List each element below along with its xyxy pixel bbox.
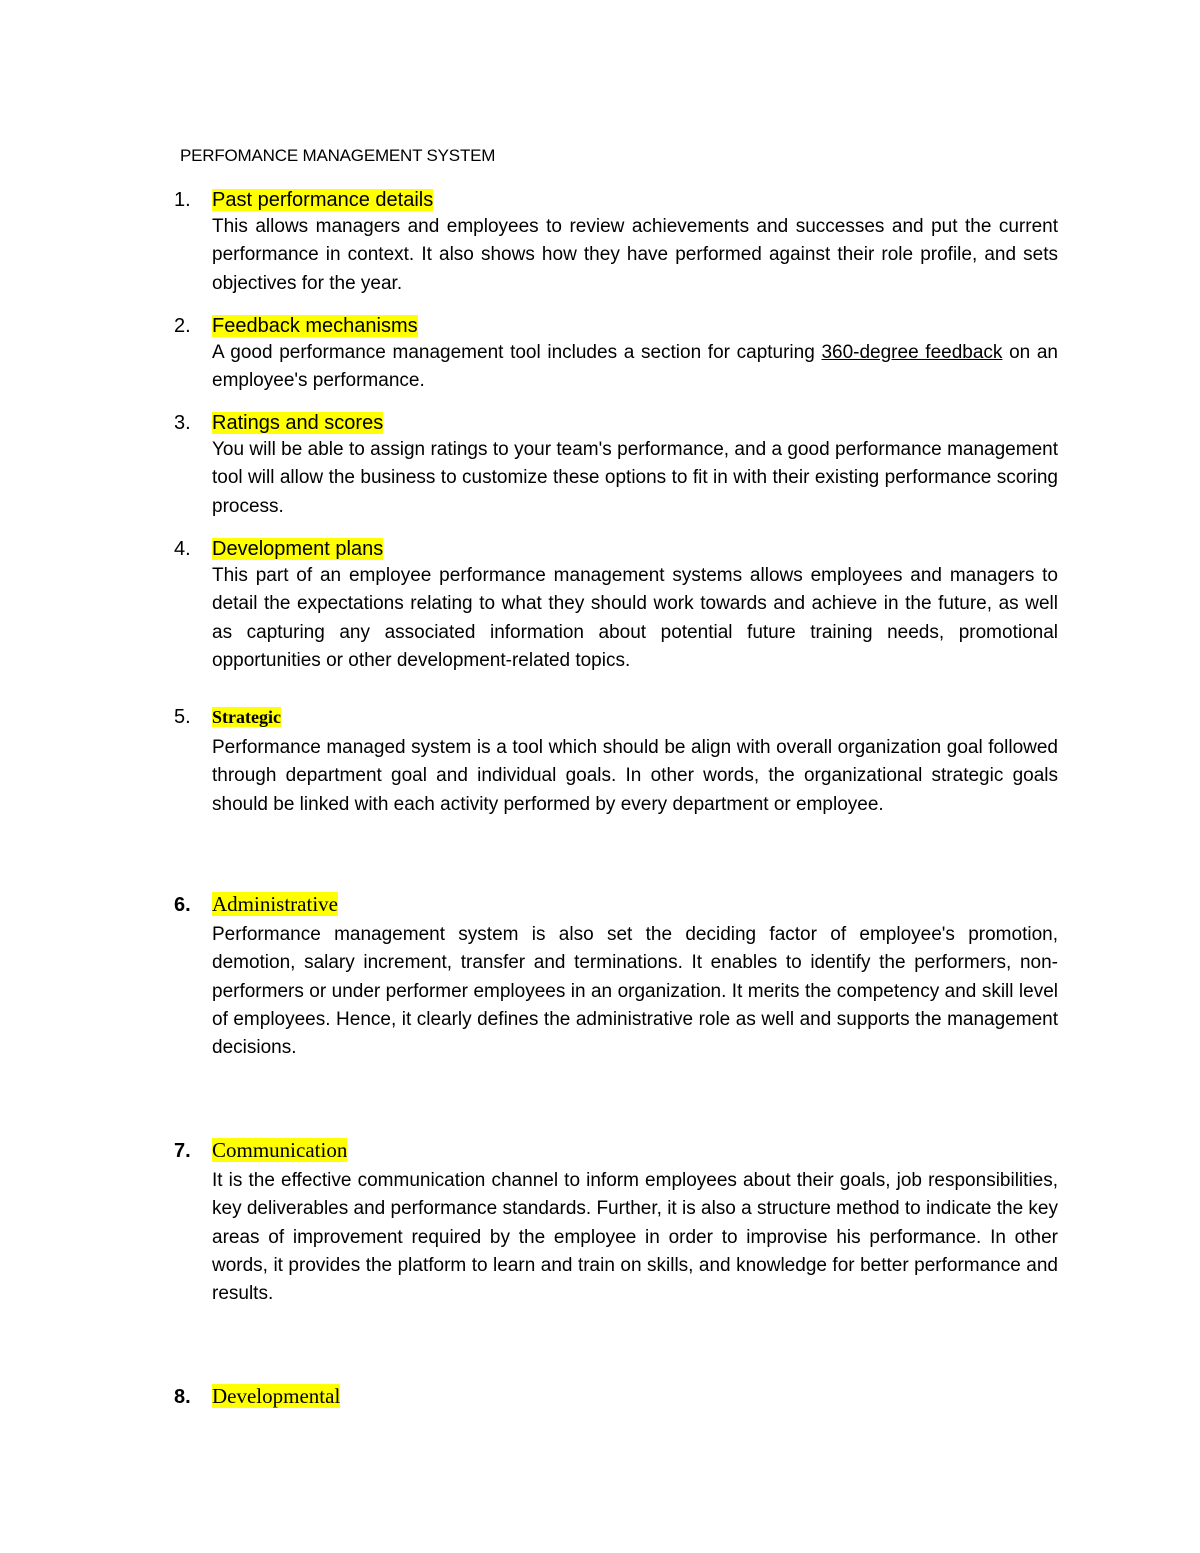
item-body-text-before: A good performance management tool includes a section for capturing: [212, 342, 822, 363]
item-heading: Feedback mechanisms: [212, 315, 418, 337]
item-number: 8.: [174, 1386, 191, 1408]
list-item-feedback-mechanisms: [174, 313, 1058, 396]
list-item-communication: [174, 1137, 1058, 1308]
list-item-strategic: [174, 704, 1058, 819]
item-number: 4.: [174, 538, 191, 560]
item-heading: Communication: [212, 1138, 348, 1162]
item-heading: Development plans: [212, 538, 384, 560]
item-body-text: This part of an employee performance management systems allows employees and managers to detail the expectations relating to what they should work towards and achieve in the future, as well as capturing any associated information about potential future training needs, promotional opportunities or other development-related topics.: [212, 565, 1058, 671]
item-body: [212, 1167, 1058, 1308]
item-body-text-after: on an employee's performance.: [212, 342, 1058, 392]
list-item-administrative: [174, 891, 1058, 1062]
item-body: [212, 213, 1058, 298]
item-heading-row: [174, 704, 1058, 730]
item-heading-row: [174, 891, 1058, 917]
document-title: PERFOMANCE MANAGEMENT SYSTEM: [180, 146, 496, 165]
item-body-text: [212, 339, 1058, 396]
item-heading: Ratings and scores: [212, 412, 384, 434]
list-item-developmental: [174, 1383, 1058, 1409]
item-body: [212, 436, 1058, 521]
item-heading-row: [174, 1137, 1058, 1163]
item-body: [212, 562, 1058, 675]
item-heading-row: [174, 410, 1058, 436]
item-heading-row: [174, 313, 1058, 339]
item-heading: Past performance details: [212, 189, 434, 211]
item-number: 7.: [174, 1140, 191, 1162]
link-360-degree-feedback[interactable]: 360-degree feedback: [821, 342, 1003, 363]
item-heading: Administrative: [212, 892, 338, 916]
item-heading-row: [174, 536, 1058, 562]
item-number: 5.: [174, 706, 191, 728]
item-body-text: Performance management system is also set the deciding factor of employee's promotion, demotion, salary increment, transfer and terminations. It enables to identify the performers, non-performers or under performer employees in an organization. It merits the competency and skill level of employees. Hence, it clearly defines the administrative role as well and supports the management decisions.: [212, 924, 1058, 1059]
item-number: 6.: [174, 894, 191, 916]
item-number: 1.: [174, 189, 191, 211]
item-heading: Strategic: [212, 707, 281, 727]
item-body: [212, 339, 1058, 396]
list-item-ratings-scores: [174, 410, 1058, 521]
item-body: [212, 921, 1058, 1062]
item-body-text: You will be able to assign ratings to your team's performance, and a good performance management tool will allow the business to customize these options to fit in with their existing performance scoring process.: [212, 439, 1058, 517]
item-body: [212, 734, 1058, 819]
list-item-development-plans: [174, 536, 1058, 675]
item-body-text: This allows managers and employees to review achievements and successes and put the current performance in context. It also shows how they have performed against their role profile, and sets objectives for the year.: [212, 216, 1058, 294]
item-body-text: Performance managed system is a tool which should be align with overall organization goal followed through department goal and individual goals. In other words, the organizational strategic goals should be linked with each activity performed by every department or employee.: [212, 737, 1058, 815]
item-heading-row: [174, 187, 1058, 213]
item-number: 2.: [174, 315, 191, 337]
item-heading: Developmental: [212, 1384, 341, 1408]
item-number: 3.: [174, 412, 191, 434]
list-item-past-performance: [174, 187, 1058, 298]
item-body-text: It is the effective communication channel to inform employees about their goals, job responsibilities, key deliverables and performance standards. Further, it is also a structure method to indicate the key areas of improvement required by the employee in order to improvise his performance. In other words, it provides the platform to learn and train on skills, and knowledge for better performance and results.: [212, 1170, 1058, 1305]
item-heading-row: [174, 1383, 1058, 1409]
